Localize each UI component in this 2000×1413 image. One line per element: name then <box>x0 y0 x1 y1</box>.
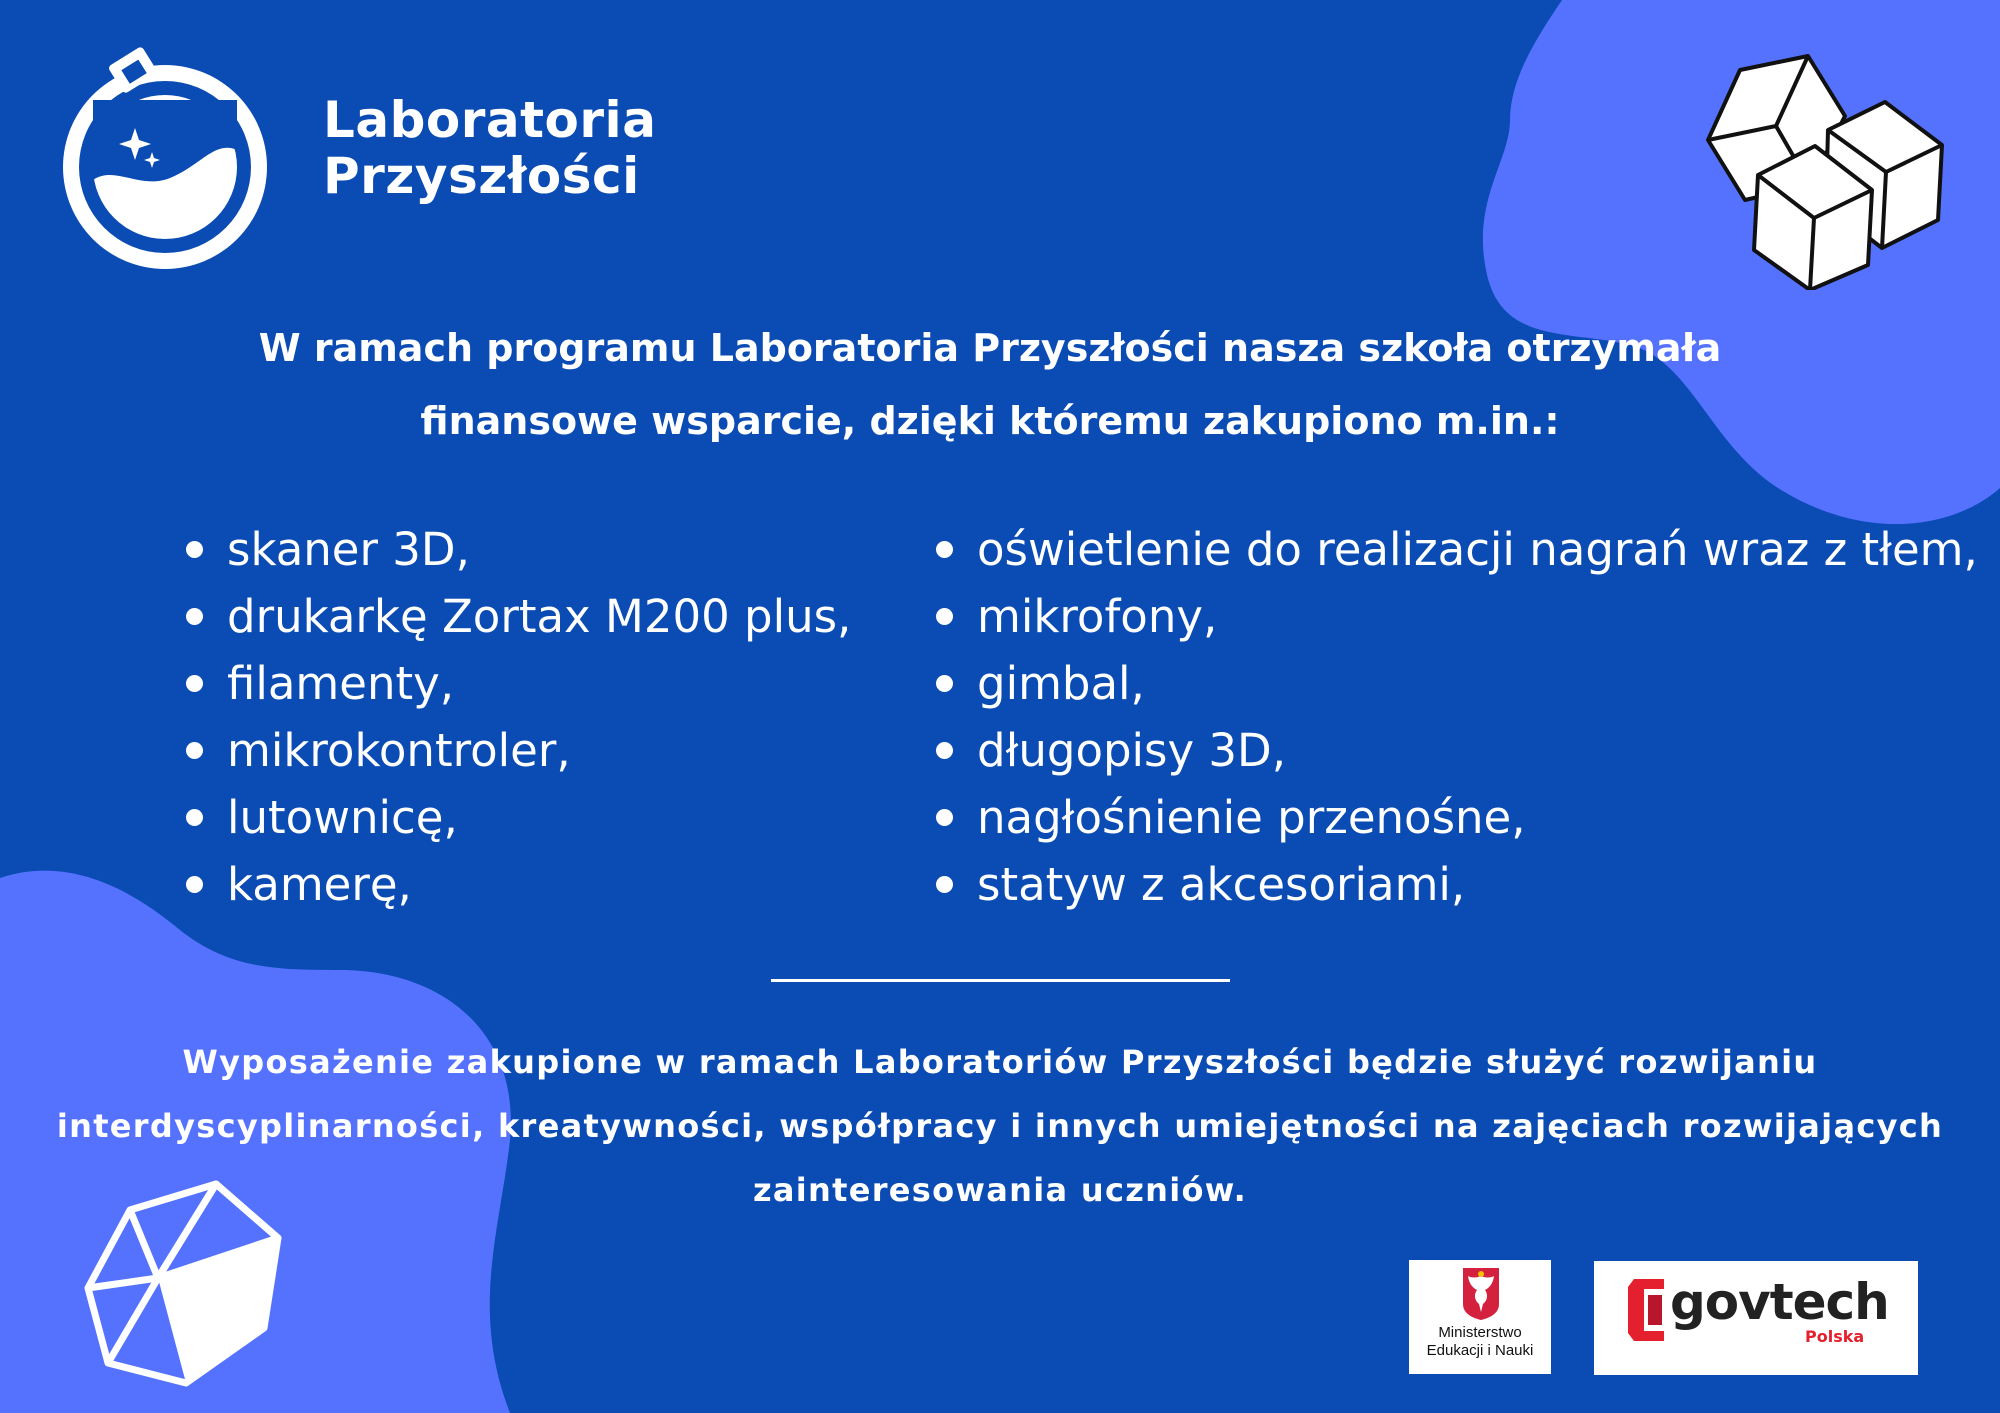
polyhedron-icon <box>68 1178 288 1393</box>
list-item: statyw z akcesoriami, <box>936 851 1978 918</box>
ministry-name <box>1409 1324 1551 1360</box>
list-item: mikrokontroler, <box>186 717 851 784</box>
list-item: lutownicę, <box>186 784 851 851</box>
eagle-emblem-icon <box>1461 1266 1501 1320</box>
divider <box>771 979 1230 982</box>
brand-name-line1: Laboratoria <box>323 91 657 149</box>
outro-line3: zainteresowania uczniów. <box>752 1171 1248 1209</box>
list-item: mikrofony, <box>936 583 1978 650</box>
list-item: nagłośnienie przenośne, <box>936 784 1978 851</box>
list-item: długopisy 3D, <box>936 717 1978 784</box>
ministry-line2: Edukacji i Nauki <box>1426 1342 1534 1359</box>
cubes-icon <box>1700 50 1950 290</box>
outro-line2: interdyscyplinarności, kreatywności, współpracy i innych umiejętności na zajęciach rozwijających <box>56 1107 1944 1145</box>
intro-line1: W ramach programu Laboratoria Przyszłości nasza szkoła otrzymała <box>258 326 1722 370</box>
equipment-list-right <box>936 516 1978 918</box>
brand-name-line2: Przyszłości <box>323 147 640 205</box>
govtech-sub: Polska <box>1805 1327 1865 1346</box>
list-item: filamenty, <box>186 650 851 717</box>
outro-line1: Wyposażenie zakupione w ramach Laboratoriów Przyszłości będzie służyć rozwijaniu <box>182 1043 1818 1081</box>
flask-icon <box>45 40 290 285</box>
govtech-name: govtech <box>1670 1273 1889 1331</box>
list-item: oświetlenie do realizacji nagrań wraz z tłem, <box>936 516 1978 583</box>
list-item: kamerę, <box>186 851 851 918</box>
govtech-bracket-icon <box>1624 1275 1668 1345</box>
brand-name <box>323 92 656 204</box>
list-item: skaner 3D, <box>186 516 851 583</box>
ministry-logo <box>1409 1260 1551 1374</box>
govtech-logo <box>1594 1261 1918 1375</box>
intro-text <box>140 312 1840 458</box>
list-item: drukarkę Zortax M200 plus, <box>186 583 851 650</box>
list-item: gimbal, <box>936 650 1978 717</box>
equipment-list-left <box>186 516 851 918</box>
intro-line2: finansowe wsparcie, dzięki któremu zakupiono m.in.: <box>420 399 1560 443</box>
outro-text <box>30 1030 1970 1222</box>
ministry-line1: Ministerstwo <box>1438 1324 1522 1341</box>
